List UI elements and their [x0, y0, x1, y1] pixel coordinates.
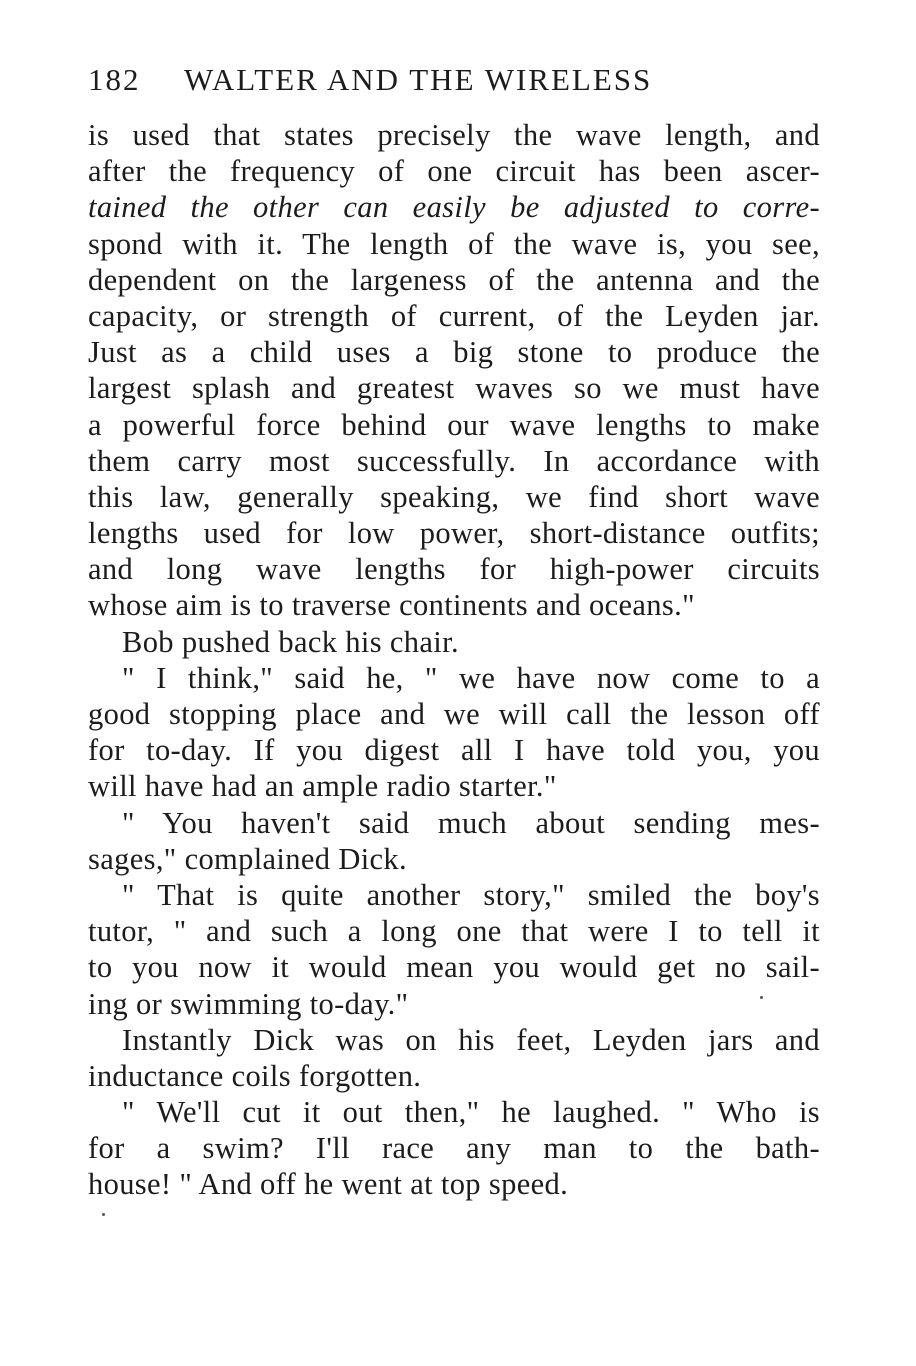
- text-line: is used that states precisely the wave length, and: [88, 118, 820, 152]
- text-line: for to-day. If you digest all I have told you, you: [88, 733, 820, 768]
- text-line: " We'll cut it out then," he laughed. " Who is: [122, 1095, 820, 1130]
- text-line: capacity, or strength of current, of the Leyden jar.: [88, 298, 820, 333]
- text-line: a powerful force behind our wave lengths to make: [88, 407, 820, 442]
- text-line: inductance coils forgotten.: [88, 1058, 422, 1093]
- text-line: house! " And off he went at top speed.: [88, 1167, 569, 1202]
- text-line: sages," complained Dick.: [88, 841, 407, 876]
- body-text: [88, 117, 820, 1203]
- text-line: Just as a child uses a big stone to produce the: [88, 335, 820, 370]
- text-line: spond with it. The length of the wave is, you see,: [88, 226, 820, 261]
- text-line: dependent on the largeness of the antenna and the: [88, 262, 820, 297]
- text-line: tutor, " and such a long one that were I to tell it: [88, 914, 820, 949]
- text-line: for a swim? I'll race any man to the bath-: [88, 1131, 820, 1166]
- text-line: " You haven't said much about sending mes-: [122, 805, 820, 840]
- page-header: [88, 62, 828, 102]
- text-line: tained the other can easily be adjusted to corre-: [88, 190, 820, 225]
- text-line: lengths used for low power, short-distance outfits;: [88, 516, 820, 551]
- print-speck: [102, 1213, 105, 1216]
- text-line: them carry most successfully. In accordance with: [88, 443, 820, 478]
- text-line: to you now it would mean you would get no sail-: [88, 950, 820, 985]
- text-line: this law, generally speaking, we find short wave: [88, 479, 820, 514]
- running-title: WALTER AND THE WIRELESS: [184, 62, 653, 97]
- page-number: 182: [88, 62, 141, 97]
- text-line: and long wave lengths for high-power circuits: [88, 552, 820, 587]
- print-speck: [760, 996, 763, 999]
- text-line: whose aim is to traverse continents and oceans.": [88, 588, 695, 623]
- text-line: largest splash and greatest waves so we must have: [88, 371, 820, 406]
- text-line: will have had an ample radio starter.": [88, 769, 557, 804]
- text-line: after the frequency of one circuit has been ascer-: [88, 154, 820, 189]
- text-line: " I think," said he, " we have now come to a: [122, 660, 820, 695]
- text-line: ing or swimming to-day.": [88, 986, 409, 1021]
- text-line: good stopping place and we will call the lesson off: [88, 697, 820, 731]
- text-line: " That is quite another story," smiled the boy's: [122, 877, 820, 912]
- text-line: Instantly Dick was on his feet, Leyden jars and: [122, 1022, 820, 1057]
- text-line: Bob pushed back his chair.: [122, 624, 459, 659]
